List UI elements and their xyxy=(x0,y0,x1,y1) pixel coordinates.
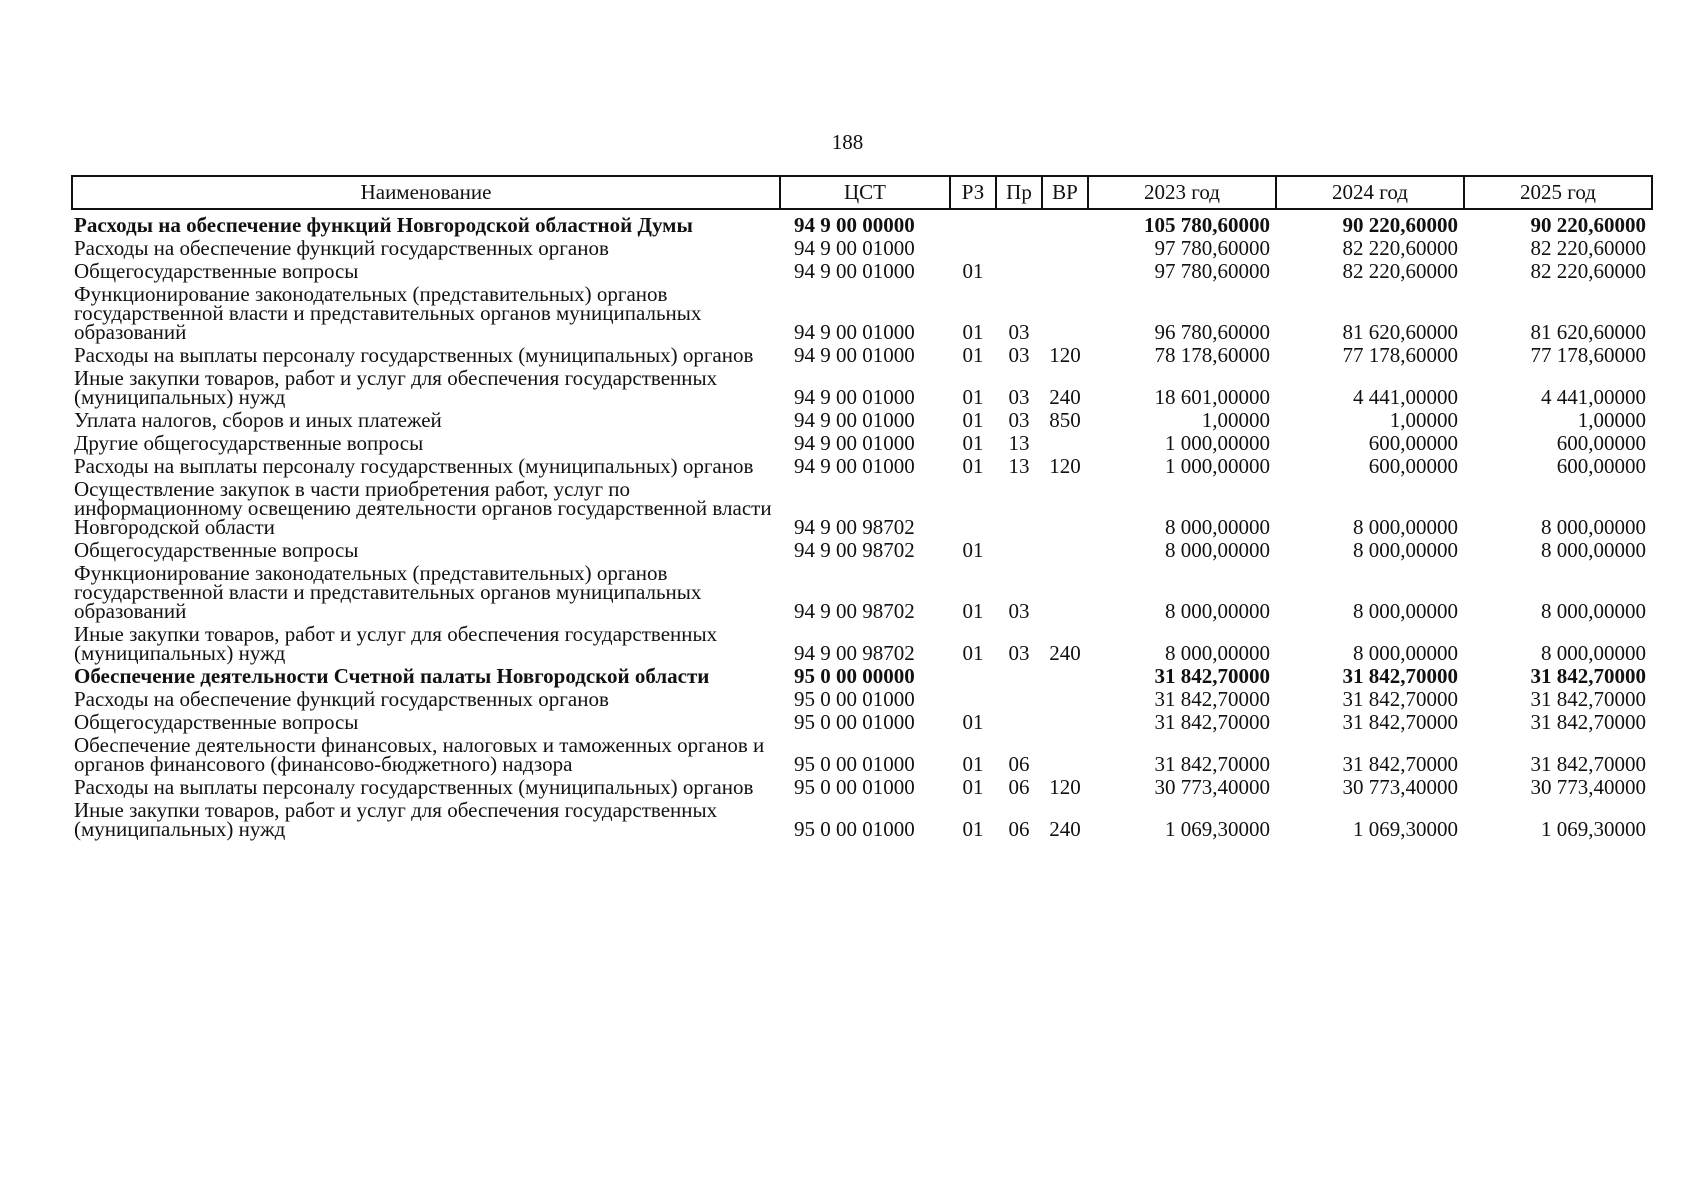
cell-cst: 95 0 00 01000 xyxy=(794,687,915,711)
cell-2025: 90 220,60000 xyxy=(1530,213,1646,237)
table-row xyxy=(72,238,1652,261)
cell-rz: 01 xyxy=(962,454,984,478)
cell-2024: 82 220,60000 xyxy=(1342,259,1458,283)
cell-cst: 95 0 00 01000 xyxy=(794,752,915,776)
cell-rz: 01 xyxy=(962,817,984,841)
cell-name: Расходы на обеспечение функций Новгородской областной Думы xyxy=(74,213,693,237)
cell-pr: 06 xyxy=(1008,817,1030,841)
cell-cst: 94 9 00 01000 xyxy=(794,320,915,344)
cell-name: Расходы на выплаты персоналу государственных (муниципальных) органов xyxy=(74,343,754,367)
cell-pr xyxy=(996,712,1042,735)
cell-rz xyxy=(950,689,996,712)
cell-2024: 31 842,70000 xyxy=(1342,664,1458,688)
cell-vr xyxy=(1042,540,1088,563)
cell-name: Иные закупки товаров, работ и услуг для обеспечения государственных (муниципальных) нужд xyxy=(74,366,718,409)
cell-2025: 600,00000 xyxy=(1556,454,1646,478)
table-row xyxy=(72,540,1652,563)
cell-2025: 600,00000 xyxy=(1556,431,1646,455)
cell-pr: 13 xyxy=(1008,454,1030,478)
cell-cst: 94 9 00 01000 xyxy=(794,385,915,409)
table-row xyxy=(72,689,1652,712)
cell-rz: 01 xyxy=(962,538,984,562)
cell-2024: 8 000,00000 xyxy=(1353,538,1458,562)
cell-name: Расходы на выплаты персоналу государственных (муниципальных) органов xyxy=(74,775,754,799)
header-vr: ВР xyxy=(1042,176,1088,209)
cell-vr xyxy=(1042,563,1088,624)
table-row xyxy=(72,777,1652,800)
cell-cst: 94 9 00 01000 xyxy=(794,454,915,478)
cell-2025: 82 220,60000 xyxy=(1530,259,1646,283)
header-2024: 2024 год xyxy=(1276,176,1464,209)
cell-cst: 94 9 00 00000 xyxy=(794,213,915,237)
cell-name: Другие общегосударственные вопросы xyxy=(74,431,424,455)
cell-2025: 1 069,30000 xyxy=(1541,817,1646,841)
cell-rz: 01 xyxy=(962,385,984,409)
header-name: Наименование xyxy=(72,176,780,209)
cell-rz xyxy=(950,479,996,540)
table-row xyxy=(72,368,1652,410)
cell-name: Иные закупки товаров, работ и услуг для обеспечения государственных (муниципальных) нужд xyxy=(74,798,718,841)
cell-2025: 8 000,00000 xyxy=(1541,538,1646,562)
cell-pr: 03 xyxy=(1008,385,1030,409)
cell-name: Общегосударственные вопросы xyxy=(74,538,359,562)
table-row xyxy=(72,284,1652,345)
cell-vr xyxy=(1042,433,1088,456)
table-body xyxy=(72,209,1652,842)
cell-rz: 01 xyxy=(962,599,984,623)
cell-name: Общегосударственные вопросы xyxy=(74,259,359,283)
cell-2025: 31 842,70000 xyxy=(1530,752,1646,776)
table-row xyxy=(72,456,1652,479)
cell-2023: 8 000,00000 xyxy=(1165,599,1270,623)
cell-name: Обеспечение деятельности Счетной палаты Новгородской области xyxy=(74,664,710,688)
cell-2024: 1,00000 xyxy=(1389,408,1458,432)
cell-pr: 03 xyxy=(1008,641,1030,665)
table-header xyxy=(72,176,1652,209)
cell-name: Уплата налогов, сборов и иных платежей xyxy=(74,408,442,432)
cell-2023: 1 000,00000 xyxy=(1165,454,1270,478)
cell-2023: 8 000,00000 xyxy=(1165,641,1270,665)
cell-rz: 01 xyxy=(962,408,984,432)
cell-vr xyxy=(1042,261,1088,284)
cell-2024: 8 000,00000 xyxy=(1353,641,1458,665)
cell-2025: 8 000,00000 xyxy=(1541,641,1646,665)
cell-2023: 1,00000 xyxy=(1201,408,1270,432)
table-row xyxy=(72,410,1652,433)
cell-name: Общегосударственные вопросы xyxy=(74,710,359,734)
cell-2025: 31 842,70000 xyxy=(1530,687,1646,711)
cell-pr: 03 xyxy=(1008,599,1030,623)
table-row xyxy=(72,345,1652,368)
cell-2023: 8 000,00000 xyxy=(1165,538,1270,562)
cell-2024: 1 069,30000 xyxy=(1353,817,1458,841)
header-2023: 2023 год xyxy=(1088,176,1276,209)
cell-rz: 01 xyxy=(962,320,984,344)
cell-2023: 105 780,60000 xyxy=(1144,213,1270,237)
cell-name: Расходы на обеспечение функций государственных органов xyxy=(74,687,609,711)
cell-2023: 1 069,30000 xyxy=(1165,817,1270,841)
cell-vr xyxy=(1042,284,1088,345)
cell-rz: 01 xyxy=(962,343,984,367)
table-row xyxy=(72,479,1652,540)
cell-rz: 01 xyxy=(962,752,984,776)
cell-pr xyxy=(996,209,1042,238)
cell-2024: 31 842,70000 xyxy=(1342,687,1458,711)
cell-2023: 30 773,40000 xyxy=(1154,775,1270,799)
cell-2025: 8 000,00000 xyxy=(1541,599,1646,623)
cell-2024: 31 842,70000 xyxy=(1342,752,1458,776)
cell-2024: 8 000,00000 xyxy=(1353,515,1458,539)
table-row xyxy=(72,624,1652,666)
cell-cst: 94 9 00 98702 xyxy=(794,599,915,623)
cell-pr: 13 xyxy=(1008,431,1030,455)
cell-vr xyxy=(1042,209,1088,238)
cell-2024: 31 842,70000 xyxy=(1342,710,1458,734)
cell-2025: 31 842,70000 xyxy=(1530,664,1646,688)
cell-rz: 01 xyxy=(962,775,984,799)
cell-rz: 01 xyxy=(962,431,984,455)
cell-vr xyxy=(1042,712,1088,735)
cell-cst: 94 9 00 01000 xyxy=(794,236,915,260)
cell-2024: 600,00000 xyxy=(1368,431,1458,455)
cell-2023: 31 842,70000 xyxy=(1154,710,1270,734)
cell-pr: 06 xyxy=(1008,775,1030,799)
cell-2023: 97 780,60000 xyxy=(1154,236,1270,260)
cell-2024: 81 620,60000 xyxy=(1342,320,1458,344)
cell-2025: 31 842,70000 xyxy=(1530,710,1646,734)
table-row xyxy=(72,666,1652,689)
header-pr: Пр xyxy=(996,176,1042,209)
cell-vr xyxy=(1042,238,1088,261)
cell-2023: 31 842,70000 xyxy=(1154,664,1270,688)
cell-2025: 4 441,00000 xyxy=(1541,385,1646,409)
header-cst: ЦСТ xyxy=(780,176,950,209)
cell-pr: 03 xyxy=(1008,408,1030,432)
cell-pr xyxy=(996,238,1042,261)
cell-vr: 120 xyxy=(1049,454,1081,478)
cell-vr: 850 xyxy=(1049,408,1081,432)
cell-name: Обеспечение деятельности финансовых, налоговых и таможенных органов и органов финансового (финансово-бюджетного) надзора xyxy=(74,733,765,776)
cell-rz xyxy=(950,666,996,689)
cell-vr: 120 xyxy=(1049,343,1081,367)
cell-cst: 95 0 00 00000 xyxy=(794,664,915,688)
cell-pr xyxy=(996,666,1042,689)
table-row xyxy=(72,800,1652,842)
cell-vr: 240 xyxy=(1049,817,1081,841)
cell-name: Осуществление закупок в части приобретения работ, услуг по информационному освещению деятельности органов государственной власти Новгородской области xyxy=(74,477,772,539)
cell-cst: 95 0 00 01000 xyxy=(794,710,915,734)
header-row xyxy=(72,176,1652,209)
cell-2024: 600,00000 xyxy=(1368,454,1458,478)
cell-name: Функционирование законодательных (представительных) органов государственной власти и представительных органов муниципальных образований xyxy=(74,282,702,344)
cell-rz: 01 xyxy=(962,259,984,283)
table-row xyxy=(72,261,1652,284)
cell-pr xyxy=(996,540,1042,563)
cell-2025: 30 773,40000 xyxy=(1530,775,1646,799)
cell-2024: 30 773,40000 xyxy=(1342,775,1458,799)
cell-cst: 94 9 00 98702 xyxy=(794,515,915,539)
header-2025: 2025 год xyxy=(1464,176,1652,209)
cell-cst: 94 9 00 98702 xyxy=(794,641,915,665)
cell-2023: 31 842,70000 xyxy=(1154,752,1270,776)
cell-rz xyxy=(950,209,996,238)
table-row xyxy=(72,433,1652,456)
cell-cst: 94 9 00 01000 xyxy=(794,259,915,283)
cell-2025: 81 620,60000 xyxy=(1530,320,1646,344)
cell-pr: 06 xyxy=(1008,752,1030,776)
cell-cst: 94 9 00 98702 xyxy=(794,538,915,562)
table-row xyxy=(72,712,1652,735)
cell-pr xyxy=(996,689,1042,712)
cell-2024: 4 441,00000 xyxy=(1353,385,1458,409)
cell-name: Функционирование законодательных (представительных) органов государственной власти и представительных органов муниципальных образований xyxy=(74,561,702,623)
cell-vr xyxy=(1042,735,1088,777)
cell-pr xyxy=(996,479,1042,540)
cell-pr: 03 xyxy=(1008,320,1030,344)
cell-2024: 82 220,60000 xyxy=(1342,236,1458,260)
header-rz: РЗ xyxy=(950,176,996,209)
cell-pr xyxy=(996,261,1042,284)
cell-2024: 90 220,60000 xyxy=(1342,213,1458,237)
cell-vr: 240 xyxy=(1049,641,1081,665)
cell-2024: 77 178,60000 xyxy=(1342,343,1458,367)
table-row xyxy=(72,735,1652,777)
page-number: 188 xyxy=(831,130,864,154)
cell-cst: 95 0 00 01000 xyxy=(794,775,915,799)
budget-table xyxy=(71,175,1653,842)
table-row xyxy=(72,209,1652,238)
cell-rz: 01 xyxy=(962,641,984,665)
cell-rz: 01 xyxy=(962,710,984,734)
cell-2023: 78 178,60000 xyxy=(1154,343,1270,367)
cell-2023: 1 000,00000 xyxy=(1165,431,1270,455)
cell-name: Расходы на выплаты персоналу государственных (муниципальных) органов xyxy=(74,454,754,478)
cell-2023: 96 780,60000 xyxy=(1154,320,1270,344)
cell-2025: 1,00000 xyxy=(1577,408,1646,432)
cell-vr xyxy=(1042,666,1088,689)
cell-cst: 94 9 00 01000 xyxy=(794,431,915,455)
cell-2023: 31 842,70000 xyxy=(1154,687,1270,711)
cell-cst: 95 0 00 01000 xyxy=(794,817,915,841)
cell-rz xyxy=(950,238,996,261)
cell-vr: 120 xyxy=(1049,775,1081,799)
cell-cst: 94 9 00 01000 xyxy=(794,343,915,367)
table-row xyxy=(72,563,1652,624)
cell-2025: 8 000,00000 xyxy=(1541,515,1646,539)
cell-2024: 8 000,00000 xyxy=(1353,599,1458,623)
cell-vr: 240 xyxy=(1049,385,1081,409)
cell-2023: 97 780,60000 xyxy=(1154,259,1270,283)
cell-2023: 8 000,00000 xyxy=(1165,515,1270,539)
cell-name: Расходы на обеспечение функций государственных органов xyxy=(74,236,609,260)
cell-name: Иные закупки товаров, работ и услуг для обеспечения государственных (муниципальных) нужд xyxy=(74,622,718,665)
cell-2025: 77 178,60000 xyxy=(1530,343,1646,367)
cell-2023: 18 601,00000 xyxy=(1154,385,1270,409)
cell-vr xyxy=(1042,689,1088,712)
cell-2025: 82 220,60000 xyxy=(1530,236,1646,260)
cell-vr xyxy=(1042,479,1088,540)
cell-cst: 94 9 00 01000 xyxy=(794,408,915,432)
cell-pr: 03 xyxy=(1008,343,1030,367)
